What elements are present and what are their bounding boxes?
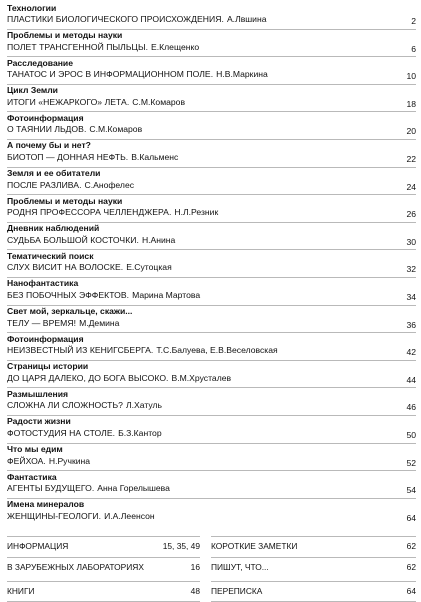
section-page: 16: [191, 562, 200, 572]
page-number: 20: [406, 126, 416, 136]
page-number: 24: [406, 182, 416, 192]
article-author: Т.С.Балуева, Е.В.Веселовская: [156, 345, 277, 355]
article-line: [7, 124, 416, 134]
toc-entry: [7, 195, 416, 223]
article-author: А.Лвшина: [227, 14, 267, 24]
article-line: [7, 262, 416, 272]
section-page: 62: [407, 562, 416, 572]
rubric-heading: Фотоинформация: [7, 113, 84, 123]
article-author: С.Анофелес: [85, 180, 135, 190]
rubric-heading: Проблемы и методы науки: [7, 30, 122, 40]
page-number: 22: [406, 154, 416, 164]
page-number: 46: [406, 402, 416, 412]
article-title: ТЕЛУ — ВРЕМЯ!: [7, 318, 76, 328]
article-author: В.М.Хрусталев: [172, 373, 232, 383]
rubric-heading: Имена минералов: [7, 499, 84, 509]
rubric-heading: Тематический поиск: [7, 251, 94, 261]
article-author: Анна Горелышева: [97, 483, 170, 493]
article-title: ПЛАСТИКИ БИОЛОГИЧЕСКОГО ПРОИСХОЖДЕНИЯ.: [7, 14, 224, 24]
toc-entry: [7, 499, 416, 526]
page-number: 64: [406, 513, 416, 523]
rubric-heading: Проблемы и методы науки: [7, 196, 122, 206]
article-line: [7, 69, 416, 79]
article-title: ЖЕНЩИНЫ-ГЕОЛОГИ.: [7, 511, 101, 521]
page-number: 36: [406, 320, 416, 330]
article-line: [7, 207, 416, 217]
article-line: [7, 456, 416, 466]
article-author: С.М.Комаров: [89, 124, 142, 134]
article-line: [7, 400, 416, 410]
article-line: [7, 511, 416, 521]
toc-entry: [7, 140, 416, 168]
article-line: [7, 235, 416, 245]
section-label: ПЕРЕПИСКА: [211, 586, 262, 596]
page-number: 6: [411, 44, 416, 54]
article-line: [7, 180, 416, 190]
article-author: Е.Клещенко: [151, 42, 199, 52]
article-line: [7, 42, 416, 52]
section-row: [7, 582, 200, 602]
regular-sections: [7, 536, 416, 600]
article-line: [7, 152, 416, 162]
article-line: [7, 318, 416, 328]
section-row: [7, 558, 200, 582]
toc-entry: [7, 471, 416, 499]
rubric-heading: Страницы истории: [7, 361, 88, 371]
page-number: 52: [406, 458, 416, 468]
page-number: 30: [406, 237, 416, 247]
toc-entry: [7, 168, 416, 196]
page-number: 42: [406, 347, 416, 357]
toc-entry: [7, 112, 416, 140]
section-row: [211, 582, 416, 602]
regular-sections-left: [7, 536, 200, 602]
section-row: [211, 558, 416, 582]
rubric-heading: Свет мой, зеркальце, скажи...: [7, 306, 132, 316]
toc-entry: [7, 250, 416, 278]
article-title: СЛУХ ВИСИТ НА ВОЛОСКЕ.: [7, 262, 123, 272]
article-title: ФЕЙХОА.: [7, 456, 46, 466]
page-number: 18: [406, 99, 416, 109]
toc-entry: [7, 388, 416, 416]
toc-entry: [7, 416, 416, 444]
article-line: [7, 14, 416, 24]
toc-entry: [7, 30, 416, 58]
article-author: Н.Анина: [142, 235, 175, 245]
article-author: И.А.Леенсон: [104, 511, 155, 521]
section-label: ПИШУТ, ЧТО...: [211, 562, 269, 572]
toc-entry: [7, 444, 416, 472]
section-page: 15, 35, 49: [163, 541, 200, 551]
page-number: 50: [406, 430, 416, 440]
page-number: 32: [406, 264, 416, 274]
rubric-heading: Технологии: [7, 3, 56, 13]
rubric-heading: Фотоинформация: [7, 334, 84, 344]
rubric-heading: Фантастика: [7, 472, 57, 482]
article-title: РОДНЯ ПРОФЕССОРА ЧЕЛЛЕНДЖЕРА.: [7, 207, 171, 217]
toc-entry: [7, 85, 416, 113]
toc-entry: [7, 223, 416, 251]
article-author: Б.З.Кантор: [118, 428, 162, 438]
toc-entry: [7, 306, 416, 334]
toc-entry: [7, 2, 416, 30]
article-line: [7, 345, 416, 355]
article-line: [7, 428, 416, 438]
article-line: [7, 290, 416, 300]
article-title: ПОСЛЕ РАЗЛИВА.: [7, 180, 82, 190]
article-title: БИОТОП — ДОННАЯ НЕФТЬ.: [7, 152, 128, 162]
toc-entry: [7, 57, 416, 85]
article-title: НЕИЗВЕСТНЫЙ ИЗ КЕНИГСБЕРГА.: [7, 345, 153, 355]
article-author: Е.Сутоцкая: [126, 262, 172, 272]
rubric-heading: А почему бы и нет?: [7, 140, 91, 150]
rubric-heading: Земля и ее обитатели: [7, 168, 100, 178]
rubric-heading: Расследование: [7, 58, 73, 68]
regular-sections-right: [211, 536, 416, 602]
page-number: 34: [406, 292, 416, 302]
toc-entry: [7, 333, 416, 361]
page-number: 54: [406, 485, 416, 495]
toc-entry: [7, 278, 416, 306]
toc-entry: [7, 361, 416, 389]
page-number: 26: [406, 209, 416, 219]
rubric-heading: Дневник наблюдений: [7, 223, 99, 233]
article-title: ДО ЦАРЯ ДАЛЕКО, ДО БОГА ВЫСОКО.: [7, 373, 169, 383]
article-title: АГЕНТЫ БУДУЩЕГО.: [7, 483, 94, 493]
section-label: КНИГИ: [7, 586, 35, 596]
section-label: В ЗАРУБЕЖНЫХ ЛАБОРАТОРИЯХ: [7, 562, 144, 572]
article-title: СУДЬБА БОЛЬШОЙ КОСТОЧКИ.: [7, 235, 139, 245]
article-author: Н.В.Маркина: [216, 69, 268, 79]
rubric-heading: Радости жизни: [7, 416, 71, 426]
article-title: ТАНАТОС И ЭРОС В ИНФОРМАЦИОННОМ ПОЛЕ.: [7, 69, 213, 79]
article-author: С.М.Комаров: [132, 97, 185, 107]
article-title: О ТАЯНИИ ЛЬДОВ.: [7, 124, 86, 134]
page-number: 2: [411, 16, 416, 26]
article-line: [7, 373, 416, 383]
section-label: ИНФОРМАЦИЯ: [7, 541, 68, 551]
article-author: Н.Ручкина: [49, 456, 90, 466]
article-title: ПОЛЕТ ТРАНСГЕННОЙ ПЫЛЬЦЫ.: [7, 42, 148, 52]
article-title: ИТОГИ «НЕЖАРКОГО» ЛЕТА.: [7, 97, 129, 107]
article-author: М.Демина: [79, 318, 119, 328]
article-title: ФОТОСТУДИЯ НА СТОЛЕ.: [7, 428, 115, 438]
rubric-heading: Что мы едим: [7, 444, 63, 454]
article-author: В.Кальменс: [131, 152, 178, 162]
article-title: СЛОЖНА ЛИ СЛОЖНОСТЬ?: [7, 400, 123, 410]
article-title: БЕЗ ПОБОЧНЫХ ЭФФЕКТОВ.: [7, 290, 129, 300]
article-line: [7, 97, 416, 107]
rubric-heading: Нанофантастика: [7, 278, 78, 288]
section-row: [211, 536, 416, 558]
article-line: [7, 483, 416, 493]
rubric-heading: Размышления: [7, 389, 68, 399]
article-author: Н.Л.Резник: [174, 207, 218, 217]
section-page: 48: [191, 586, 200, 596]
section-page: 64: [407, 586, 416, 596]
page-number: 10: [406, 71, 416, 81]
article-author: Л.Хатуль: [126, 400, 162, 410]
section-row: [7, 536, 200, 558]
article-author: Марина Мартова: [132, 290, 200, 300]
rubric-heading: Цикл Земли: [7, 85, 58, 95]
section-page: 62: [407, 541, 416, 551]
page-number: 44: [406, 375, 416, 385]
table-of-contents: [7, 2, 416, 525]
section-label: КОРОТКИЕ ЗАМЕТКИ: [211, 541, 297, 551]
